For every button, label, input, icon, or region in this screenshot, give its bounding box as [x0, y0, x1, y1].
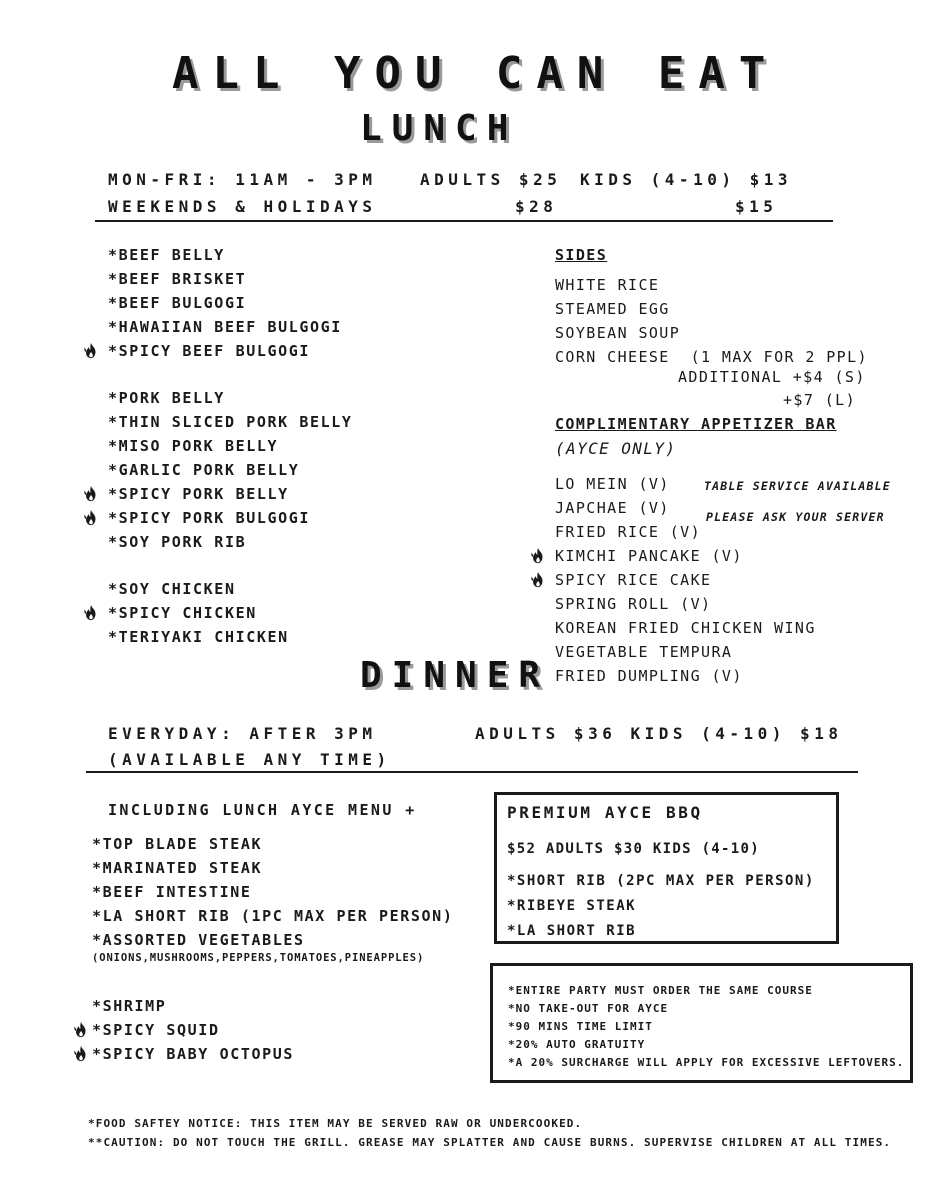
appetizer-item: LO MEIN (V)	[555, 475, 670, 493]
rule-item: *A 20% SURCHARGE WILL APPLY FOR EXCESSIVE LEFTOVERS.	[508, 1056, 905, 1069]
menu-item-spicy: *SPICY PORK BELLY	[108, 482, 353, 506]
premium-prices: $52 ADULTS $30 KIDS (4-10)	[507, 841, 760, 857]
appetizer-list	[555, 472, 816, 688]
dinner-prices: ADULTS $36 KIDS (4-10) $18	[475, 724, 843, 743]
lunch-heading: LUNCH	[360, 108, 519, 149]
menu-item: *SHRIMP	[92, 997, 167, 1015]
ask-server-note: PLEASE ASK YOUR SERVER	[706, 510, 885, 524]
sides-list	[555, 273, 868, 369]
rules-list	[508, 982, 904, 1072]
vegetable-note: (ONIONS,MUSHROOMS,PEPPERS,TOMATOES,PINEAPPLES)	[92, 952, 425, 964]
lunch-weekend-label: WEEKENDS & HOLIDAYS	[108, 197, 377, 216]
side-item: STEAMED EGG	[555, 300, 670, 318]
side-item: WHITE RICE	[555, 276, 660, 294]
dinner-hours: EVERYDAY: AFTER 3PM	[108, 724, 377, 743]
table-service-note: TABLE SERVICE AVAILABLE	[704, 479, 891, 493]
menu-item-spicy: *SPICY PORK BULGOGI	[108, 506, 353, 530]
appetizer-item: KOREAN FRIED CHICKEN WING	[555, 619, 816, 637]
menu-item: *BEEF BULGOGI	[108, 294, 247, 312]
menu-item-spicy: *SPICY CHICKEN	[108, 601, 289, 625]
menu-item: *BEEF INTESTINE	[92, 883, 252, 901]
side-item: SOYBEAN SOUP	[555, 324, 681, 342]
menu-item: *BEEF BELLY	[108, 246, 225, 264]
premium-heading: PREMIUM AYCE BBQ	[507, 803, 703, 822]
lunch-weekday-hours: MON-FRI: 11AM - 3PM	[108, 170, 377, 189]
dinner-availability: (AVAILABLE ANY TIME)	[108, 750, 391, 769]
appetizer-item: SPRING ROLL (V)	[555, 595, 712, 613]
additional-large: +$7 (L)	[783, 391, 857, 409]
menu-item: *SOY PORK RIB	[108, 533, 247, 551]
appetizer-item: FRIED RICE (V)	[555, 523, 702, 541]
flame-icon	[82, 342, 100, 360]
flame-icon	[72, 1045, 90, 1063]
appetizer-subheading: (AYCE ONLY)	[555, 439, 677, 458]
grill-caution-notice: **CAUTION: DO NOT TOUCH THE GRILL. GREASE MAY SPLATTER AND CAUSE BURNS. SUPERVISE CHILDREN AT ALL TIMES.	[88, 1136, 892, 1149]
appetizer-item-spicy: KIMCHI PANCAKE (V)	[555, 544, 816, 568]
menu-item: *TERIYAKI CHICKEN	[108, 628, 289, 646]
lunch-divider	[95, 220, 833, 222]
dinner-divider	[86, 771, 858, 773]
menu-item: *HAWAIIAN BEEF BULGOGI	[108, 318, 342, 336]
premium-item: *RIBEYE STEAK	[507, 898, 637, 914]
menu-item: *MARINATED STEAK	[92, 859, 263, 877]
menu-item-spicy: *SPICY BEEF BULGOGI	[108, 339, 342, 363]
including-lunch-label: INCLUDING LUNCH AYCE MENU +	[108, 801, 417, 819]
menu-item: *GARLIC PORK BELLY	[108, 461, 300, 479]
flame-icon	[82, 485, 100, 503]
rule-item: *90 MINS TIME LIMIT	[508, 1020, 653, 1033]
menu-item: *THIN SLICED PORK BELLY	[108, 413, 353, 431]
premium-item: *SHORT RIB (2PC MAX PER PERSON)	[507, 873, 815, 889]
menu-item-spicy: *SPICY SQUID	[92, 1018, 294, 1042]
premium-box	[494, 792, 839, 944]
lunch-weekend-adult-price: $28	[515, 197, 558, 216]
pork-list	[108, 386, 353, 554]
appetizer-item: JAPCHAE (V)	[555, 499, 670, 517]
sides-heading: SIDES	[555, 246, 608, 264]
beef-list	[108, 243, 342, 363]
dinner-heading: DINNER	[360, 655, 551, 696]
additional-small: ADDITIONAL +$4 (S)	[678, 368, 866, 386]
lunch-weekday-adult-price: ADULTS $25	[420, 170, 562, 189]
menu-item: *TOP BLADE STEAK	[92, 835, 263, 853]
appetizer-item: FRIED DUMPLING (V)	[555, 667, 743, 685]
lunch-weekday-kids-price: KIDS (4-10) $13	[580, 170, 792, 189]
seafood-list	[92, 994, 294, 1066]
appetizer-heading: COMPLIMENTARY APPETIZER BAR	[555, 415, 837, 433]
flame-icon	[529, 571, 547, 589]
page-title: ALL YOU CAN EAT	[172, 48, 780, 99]
chicken-list	[108, 577, 289, 649]
rule-item: *ENTIRE PARTY MUST ORDER THE SAME COURSE	[508, 984, 813, 997]
food-safety-notice: *FOOD SAFTEY NOTICE: THIS ITEM MAY BE SERVED RAW OR UNDERCOOKED.	[88, 1117, 583, 1130]
menu-item: *PORK BELLY	[108, 389, 225, 407]
menu-item: *BEEF BRISKET	[108, 270, 247, 288]
premium-list	[507, 869, 815, 944]
dinner-list	[92, 832, 453, 952]
menu-item: *LA SHORT RIB (1PC MAX PER PERSON)	[92, 907, 454, 925]
flame-icon	[72, 1021, 90, 1039]
appetizer-item: VEGETABLE TEMPURA	[555, 643, 733, 661]
rule-item: *NO TAKE-OUT FOR AYCE	[508, 1002, 669, 1015]
corn-cheese-note: (1 MAX FOR 2 PPL)	[690, 348, 868, 366]
menu-item: *SOY CHICKEN	[108, 580, 236, 598]
side-item: CORN CHEESE (1 MAX FOR 2 PPL)	[555, 348, 868, 366]
menu-item: *ASSORTED VEGETABLES	[92, 931, 305, 949]
flame-icon	[82, 604, 100, 622]
rules-box	[490, 963, 913, 1083]
flame-icon	[82, 509, 100, 527]
rule-item: *20% AUTO GRATUITY	[508, 1038, 646, 1051]
flame-icon	[529, 547, 547, 565]
menu-item: *MISO PORK BELLY	[108, 437, 279, 455]
appetizer-item-spicy: SPICY RICE CAKE	[555, 568, 816, 592]
menu-item-spicy: *SPICY BABY OCTOPUS	[92, 1042, 294, 1066]
lunch-weekend-kids-price: $15	[735, 197, 778, 216]
premium-item: *LA SHORT RIB	[507, 923, 637, 939]
